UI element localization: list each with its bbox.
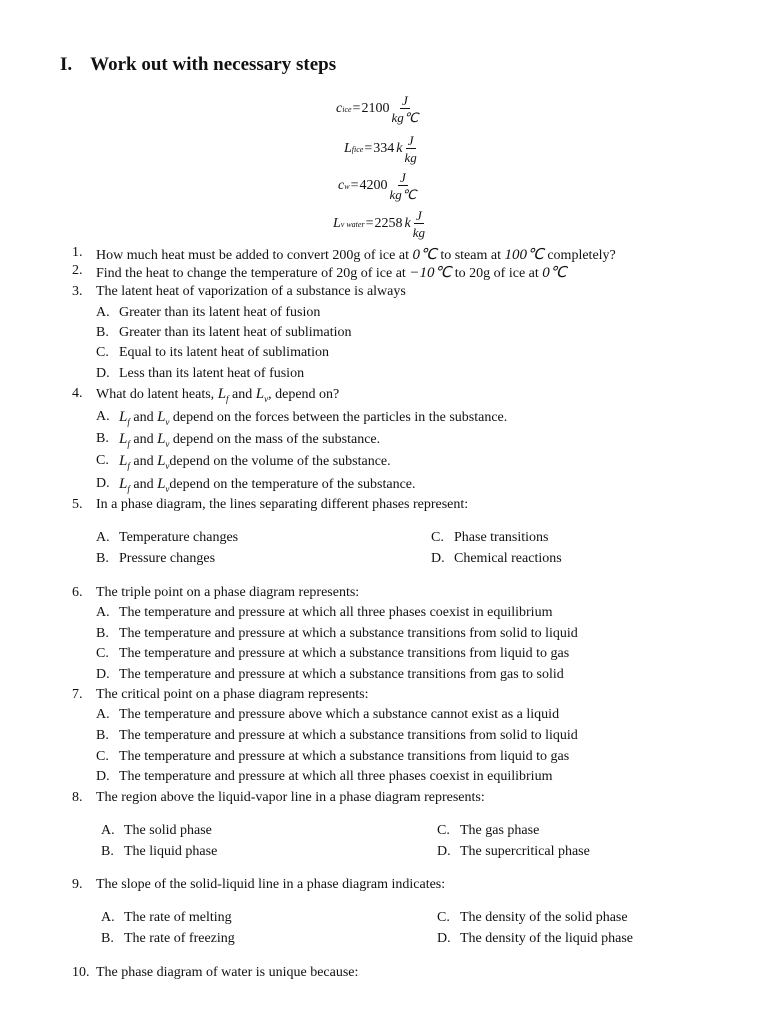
option-7d: D. The temperature and pressure at which all three phases coexist in equilibrium [96, 769, 553, 784]
option-4a: A. $L_f$ and $L_v$ depend on the forces between the particles in the substance. [96, 409, 508, 427]
option-6c: C. The temperature and pressure at which a substance transitions from liquid to gas [96, 646, 570, 661]
section-heading [60, 54, 336, 76]
formula-c-w: c w = 4200 $\frac{J}{kg℃}$ [338, 170, 417, 202]
option-9d: D. The density of the liquid phase [437, 931, 634, 946]
option-5b: B. Pressure changes [96, 551, 216, 566]
option-3a: A. Greater than its latent heat of fusion [96, 305, 321, 320]
section-title: Work out with necessary steps [90, 54, 337, 75]
formula-l-vwater: L v water = 2258 k $\frac{J}{kg}$ [333, 208, 425, 240]
option-6a: A. The temperature and pressure at which all three phases coexist in equilibrium [96, 605, 553, 620]
option-4c: C. $L_f$ and $L_vdepend$ on the volume of the substance. [96, 453, 391, 471]
option-7c: C. The temperature and pressure at which a substance transitions from liquid to gas [96, 749, 570, 764]
option-9c: C. The density of the solid phase [437, 910, 628, 925]
question-5: 5. In a phase diagram, the lines separating different phases represent: [72, 497, 469, 512]
option-8d: D. The supercritical phase [437, 844, 590, 859]
option-3d: D. Less than its latent heat of fusion [96, 366, 305, 381]
question-10: 10. The phase diagram of water is unique because: [72, 965, 359, 980]
question-3: 3. The latent heat of vaporization of a substance is always [72, 284, 406, 299]
option-5d: D. Chemical reactions [431, 551, 562, 566]
question-9: 9. The slope of the solid-liquid line in a phase diagram indicates: [72, 877, 446, 892]
question-7: 7. The critical point on a phase diagram represents: [72, 687, 369, 702]
formula-c-ice: c ice = 2100 $\frac{J}{kg℃}$ [336, 93, 419, 125]
option-7a: A. The temperature and pressure above which a substance cannot exist as a liquid [96, 707, 560, 722]
section-number: I. [60, 54, 73, 75]
option-4d: D. $L_f$ and $L_vdepend$ on the temperature of the substance. [96, 476, 416, 494]
option-5c: C. Phase transitions [431, 530, 549, 545]
option-4b: B. $L_f$ and $L_v$ depend on the mass of the substance. [96, 431, 381, 449]
question-4: 4. What do latent heats, $L_f$ and $L_v$, depend on? [72, 386, 340, 404]
option-8b: B. The liquid phase [101, 844, 218, 859]
option-6d: D. The temperature and pressure at which a substance transitions from gas to solid [96, 667, 564, 682]
option-5a: A. Temperature changes [96, 530, 239, 545]
option-7b: B. The temperature and pressure at which a substance transitions from solid to liquid [96, 728, 578, 743]
question-2: 2. Find the heat to change the temperature of 20g of ice at −10℃ to 20g of ice at 0℃ [72, 263, 567, 281]
question-8: 8. The region above the liquid-vapor line in a phase diagram represents: [72, 790, 485, 805]
option-6b: B. The temperature and pressure at which a substance transitions from solid to liquid [96, 626, 578, 641]
option-8c: C. The gas phase [437, 823, 540, 838]
question-1: 1. How much heat must be added to convert 200g of ice at 0℃ to steam at 100℃ completely? [72, 245, 616, 263]
option-8a: A. The solid phase [101, 823, 212, 838]
option-3b: B. Greater than its latent heat of sublimation [96, 325, 352, 340]
question-6: 6. The triple point on a phase diagram represents: [72, 585, 360, 600]
option-3c: C. Equal to its latent heat of sublimation [96, 345, 329, 360]
option-9a: A. The rate of melting [101, 910, 232, 925]
option-9b: B. The rate of freezing [101, 931, 235, 946]
formula-l-fice: L fice = 334 k $\frac{J}{kg}$ [344, 133, 417, 165]
